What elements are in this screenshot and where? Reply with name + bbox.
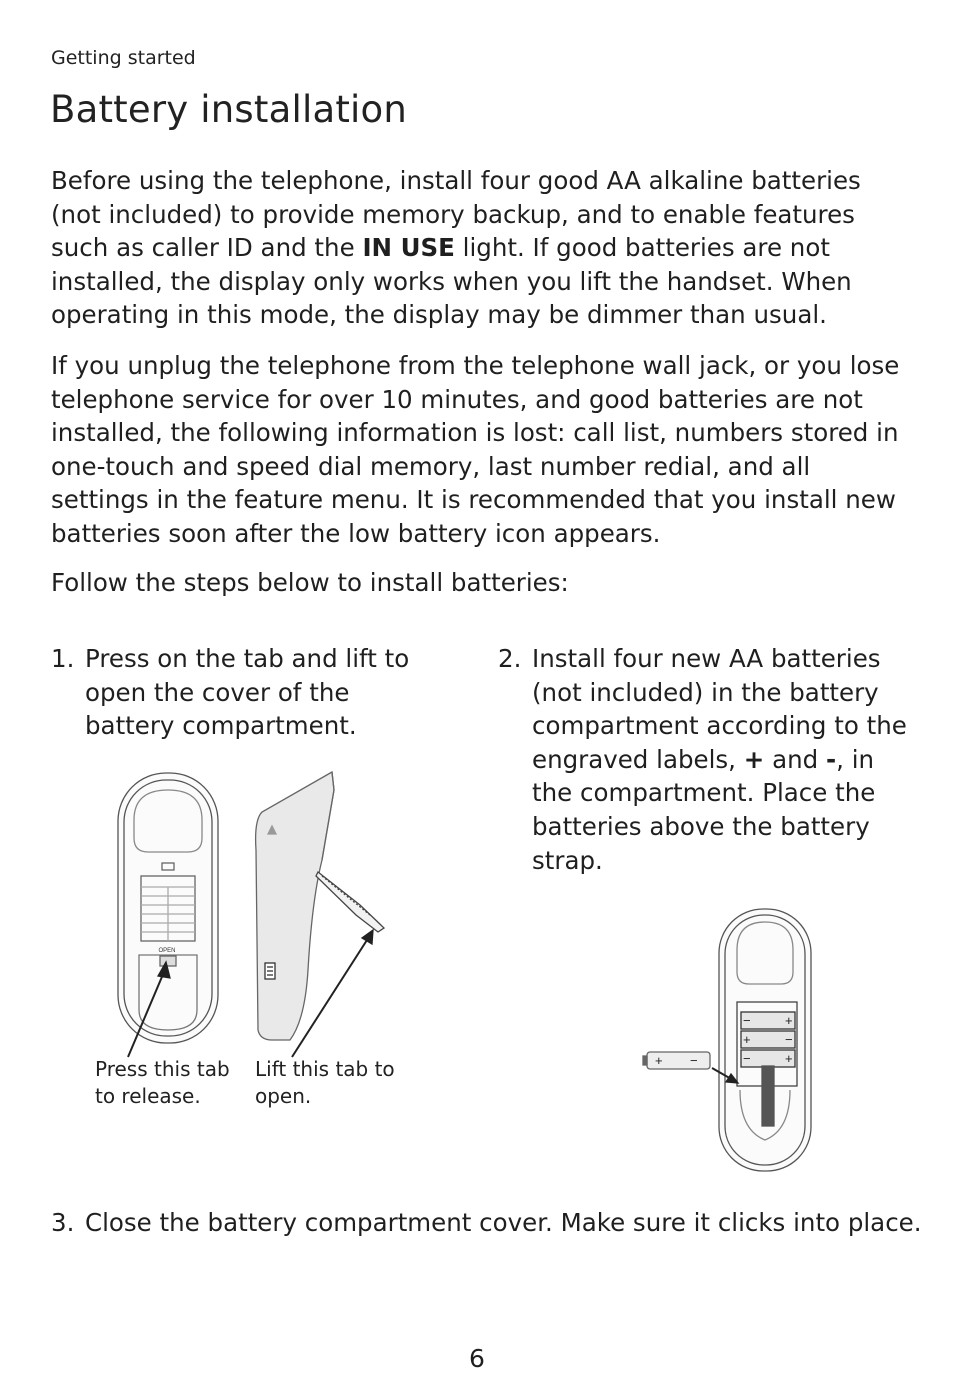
step-text: Press on the tab and lift to open the cover of the battery compartment. (85, 644, 410, 741)
battery-plus-label: + (655, 1053, 663, 1068)
slot1-minus-label: − (743, 1013, 751, 1028)
intro-text-before: Before using the telephone, install four good AA alkaline batteries (not included) to provide memory backup, and to enable features such as caller ID and the (51, 166, 861, 263)
slot2-plus-label: + (743, 1032, 751, 1047)
page-title: Battery installation (50, 88, 407, 131)
slot1-plus-label: + (785, 1013, 793, 1028)
step-text-before: Install four new AA batteries (not included) in the battery compartment according to the engraved labels, (532, 644, 907, 774)
step-number: 3. (51, 1208, 75, 1237)
page-number: 6 (469, 1344, 485, 1373)
plus-label: + (743, 744, 765, 774)
slot3-minus-label: − (743, 1051, 751, 1066)
step-number: 2. (498, 644, 522, 673)
steps-intro: Follow the steps below to install batteries: (51, 568, 569, 597)
data-loss-paragraph: If you unplug the telephone from the telephone wall jack, or you lose telephone service for over 10 minutes, and good batteries are not installed, the following information is lost: call list, numbers stored in one-touch and speed dial memory, last number redial, and all settings in the feature menu. It is recommended that you install new batteries soon after the low battery icon appears. (51, 351, 900, 548)
section-label: Getting started (51, 47, 196, 69)
open-label: OPEN (158, 948, 176, 954)
step-text-after: , in the compartment. Place the batteries above the battery strap. (532, 744, 876, 875)
step-text: Close the battery compartment cover. Make sure it clicks into place. (85, 1208, 922, 1237)
step-text-and: and (764, 744, 826, 774)
in-use-label: IN USE (362, 233, 455, 263)
intro-text-after: light. If good batteries are not installed, the display only works when you lift the handset. When operating in this mode, the display may be dimmer than usual. (51, 233, 852, 330)
minus-label: - (825, 744, 837, 774)
step-number: 1. (51, 644, 75, 673)
press-tab-caption: Press this tab to release. (95, 1057, 230, 1108)
slot2-minus-label: − (785, 1032, 793, 1047)
lift-tab-caption: Lift this tab to open. (255, 1057, 395, 1108)
battery-minus-label: − (690, 1053, 698, 1068)
slot3-plus-label: + (785, 1051, 793, 1066)
